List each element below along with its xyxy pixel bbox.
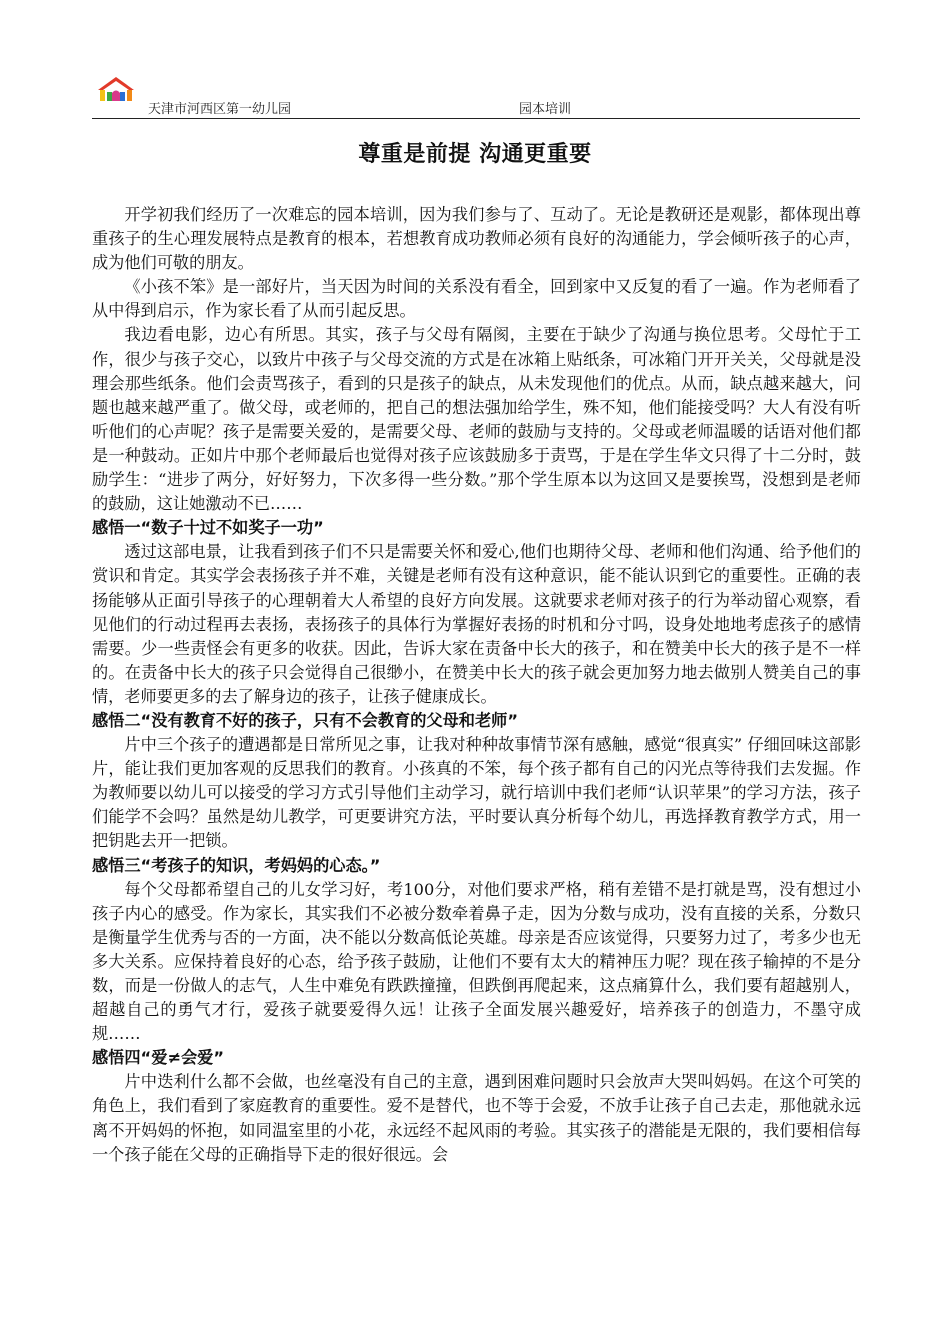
paragraph-reflection: 我边看电影，边心有所思。其实，孩子与父母有隔阂，主要在于缺少了沟通与换位思考。父母忙于工作，很少与孩子交心，以致片中孩子与父母交流的方式是在冰箱上贴纸条，可冰箱门开开关关，父母就是没理会那些纸条。他们会责骂孩子，看到的只是孩子的缺点，从未发现他们的优点。从而，缺点越来越大，问题也越来越严重了。做父母，或老师的，把自己的想法强加给学生，殊不知，他们能接受吗？大人有没有听听他们的心声呢？孩子是需要关爱的，是需要父母、老师的鼓励与支持的。父母或老师温暖的话语对他们都是一种鼓动。正如片中那个老师最后也觉得对孩子应该鼓励多于责骂，于是在学生华文只得了十二分时，鼓励学生：“进步了两分，好好努力，下次多得一些分数。”那个学生原本以为这回又是要挨骂，没想到是老师的鼓励，这让她激动不已…… xyxy=(92,325,861,514)
paragraph-section-1: 透过这部电景，让我看到孩子们不只是需要关怀和爱心,他们也期待父母、老师和他们沟通、给予他们的赏识和肯定。其实学会表扬孩子并不难，关键是老师有没有这种意识，能不能认识到它的重要性。正确的表扬能够从正面引导孩子的心理朝着大人希望的良好方向发展。这就要求老师对孩子的行为举动留心观察，看见他们的行动过程再去表扬，表扬孩子的具体行为掌握好表扬的时机和分寸吗，设身处地地考虑孩子的感情需要。少一些责怪会有更多的收获。因此，告诉大家在责备中长大的孩子，和在赞美中长大的孩子是不一样的。在责备中长大的孩子只会觉得自己很缈小，在赞美中长大的孩子就会更加努力地去做别人赞美自己的事情，老师要更多的去了解身边的孩子，让孩子健康成长。 xyxy=(92,542,861,706)
section-heading-2: 感悟二“没有教育不好的孩子，只有不会教育的父母和老师” xyxy=(92,710,518,730)
paragraph-section-2: 片中三个孩子的遭遇都是日常所见之事，让我对种种故事情节深有感触，感觉“很真实” 仔细回味这部影片，能让我们更加客观的反思我们的教育。小孩真的不笨，每个孩子都有自己的闪光点等待我们去发掘。作为教师要以幼儿可以接受的学习方式引导他们主动学习，就行培训中我们老师“认识苹果”的学习方法，孩子们能学不会吗？虽然是幼儿教学，可更要讲究方法，平时要认真分析每个幼儿，再选择教育教学方式，用一把钥匙去开一把锁。 xyxy=(92,735,861,851)
school-name: 天津市河西区第一幼儿园 xyxy=(148,102,292,117)
paragraph-film: 《小孩不笨》是一部好片，当天因为时间的关系没有看全，回到家中又反复的看了一遍。作为老师看了从中得到启示，作为家长看了从而引起反思。 xyxy=(92,277,861,321)
paragraph-section-3: 每个父母都希望自己的儿女学习好，考100分，对他们要求严格，稍有差错不是打就是骂，没有想过小孩子内心的感受。作为家长，其实我们不必被分数牵着鼻子走，因为分数与成功，没有直接的关系，分数只是衡量学生优秀与否的一方面，决不能以分数高低论英雄。母亲是否应该觉得，只要努力过了，考多少也无多大关系。应保持着良好的心态，给予孩子鼓励，让他们不要有太大的精神压力呢？现在孩子输掉的不是分数，而是一份做人的志气，人生中难免有跌跌撞撞，但跌倒再爬起来，这点痛算什么，我们要有超越别人，超越自己的勇气才行，爱孩子就要爱得久远！让孩子全面发展兴趣爱好，培养孩子的创造力，不墨守成规…… xyxy=(92,879,861,1044)
kindergarten-house-logo xyxy=(94,74,138,104)
article-body xyxy=(92,203,861,1167)
paragraph-section-4: 片中迭利什么都不会做，也丝毫没有自己的主意，遇到困难问题时只会放声大哭叫妈妈。在这个可笑的角色上，我们看到了家庭教育的重要性。爱不是替代，也不等于会爱，不放手让孩子自己去走，那他就永远离不开妈妈的怀抱，如同温室里的小花，永远经不起风雨的考验。其实孩子的潜能是无限的，我们要相信每一个孩子能在父母的正确指导下走的很好很远。会 xyxy=(92,1072,861,1164)
paragraph-intro: 开学初我们经历了一次难忘的园本培训，因为我们参与了、互动了。无论是教研还是观影，都体现出尊重孩子的生心理发展特点是教育的根本，若想教育成功教师必须有良好的沟通能力，学会倾听孩子的心声，成为他们可敬的朋友。 xyxy=(92,205,861,273)
page-title: 尊重是前提 沟通更重要 xyxy=(358,142,592,167)
section-heading-3: 感悟三“考孩子的知识，考妈妈的心态。” xyxy=(92,855,381,875)
section-heading-1: 感悟一“数子十过不如奖子一功” xyxy=(92,518,324,538)
section-heading-4: 感悟四“爱≠会爱” xyxy=(92,1048,224,1068)
page-header xyxy=(92,72,860,119)
header-section: 园本培训 xyxy=(519,102,572,117)
